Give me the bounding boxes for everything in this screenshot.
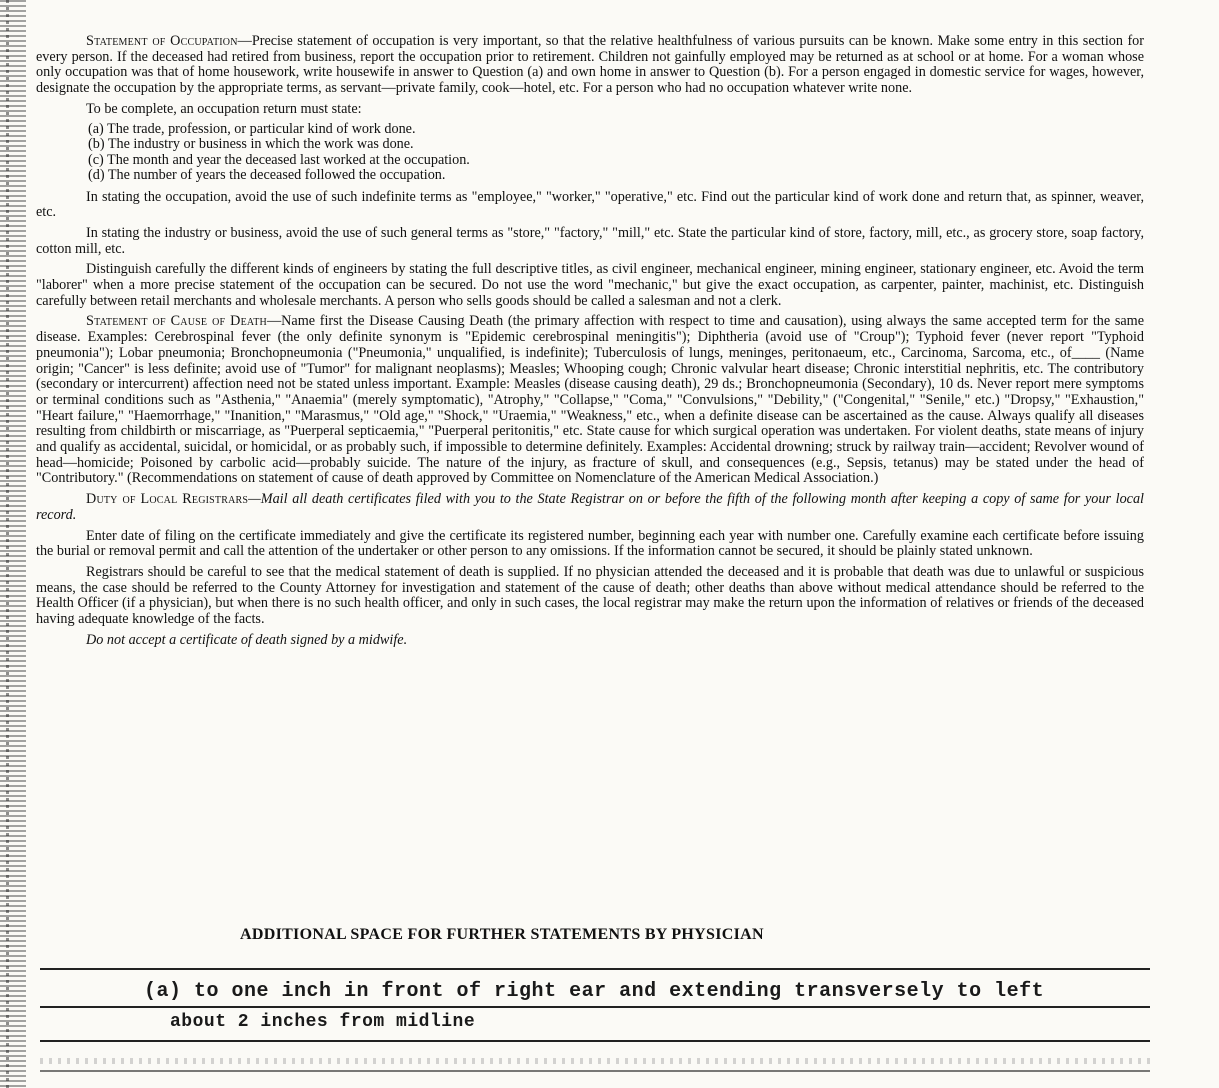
list-item: (a) The trade, profession, or particular kind of work done. xyxy=(88,120,416,137)
list-item: (d) The number of years the deceased followed the occupation. xyxy=(88,167,446,184)
form-line xyxy=(40,1006,1150,1008)
medical-statement-paragraph: Registrars should be careful to see that the medical statement of death is supplied. If no physician attended the deceased and it is probable that death was due to unlawful or suspicious means, the case should be referred to the County Attorney for investigation and statement of the cause of death; other deaths than above without medical attendance should be referred to the Health Officer (if a physician), but when there is no such health officer, and only in such cases, the local registrar may make the return upon the information of relatives or friends of the deceased having adequate knowledge of the facts. xyxy=(36,563,1144,628)
list-item: (c) The month and year the deceased last worked at the occupation. xyxy=(88,151,470,168)
list-item: (b) The industry or business in which the work was done. xyxy=(88,136,414,153)
occupation-indefinite-terms: In stating the occupation, avoid the use of such indefinite terms as "employee," "worker," "operative," etc. Find out the particular kind of work done and return that, as spinner, weaver, etc. xyxy=(36,188,1144,221)
left-margin-scan-artifact xyxy=(0,0,26,1088)
form-line xyxy=(40,968,1150,970)
registrars-heading: Duty of Local Registrars xyxy=(86,491,249,508)
filing-paragraph: Enter date of filing on the certificate immediately and give the certificate its registered number, beginning each year with number one. Carefully examine each certificate before issuing the burial or removal permit and call the attention of the undertaker or other person to any omissions. If the information cannot be secured, it should be plainly stated unknown. xyxy=(36,527,1144,560)
form-line xyxy=(40,1070,1150,1072)
cause-text: —Name first the Disease Causing Death (the primary affection with respect to time and causation), using always the same accepted term for the same disease. Examples: Cerebrospinal fever (the only definite synonym is "Epidemic cerebrospinal meningitis"); Diphtheria (avoid use of "Croup"); Typhoid fever (never report "Typhoid pneumonia"); Lobar pneumonia; Bronchopneumonia ("Pneumonia," unqualified, is indefinite); Tuberculosis of lungs, meninges, peritonaeum, etc., Carcinoma, Sarcoma, etc., of____ (Name origin; "Cancer" is less definite; avoid use of "Tumor" for malignant neoplasms); Measles; Whooping cough; Chronic valvular heart disease; Chronic interstitial nephritis, etc. The contributory (secondary or intercurrent) affection need not be stated unless important. Example: Measles (disease causing death), 29 ds.; Bronchopneumonia (Secondary), 10 ds. Never report mere symptoms or terminal conditions such as "Asthenia," "Anaemia" (merely symptomatic), "Atrophy," "Collapse," "Coma," "Convulsions," "Debility," ("Congenital," "Senile," etc.) "Dropsy," "Exhaustion," "Heart failure," "Haemorrhage," "Inanition," "Marasmus," "Old age," "Shock," "Uraemia," "Weakness," etc., when a definite disease can be ascertained as the cause. Always qualify all diseases resulting from childbirth or miscarriage, as "Puerperal septicaemia," "Puerperal peritonitis," etc. State cause for which surgical operation was undertaken. For violent deaths, state means of injury and qualify as accidental, suicidal, or homicidal, or as probably such, if impossible to determine definitely. Examples: Accidental drowning; struck by railway train—accident; Revolver wound of head—homicide; Poisoned by carbolic acid—probably suicide. The nature of the injury, as fracture of skull, and consequences (e.g., Sepsis, tetanus) may be stated under the head of "Contributory." (Recommendations on statement of cause of death approved by Committee on Nomenclature of the American Medical Association.) xyxy=(36,313,1144,487)
registrars-paragraph xyxy=(36,492,1144,523)
instructions-body xyxy=(36,34,1144,654)
physician-statement-line-1: (a) to one inch in front of right ear and extending transversely to left xyxy=(144,980,1045,1003)
cause-heading: Statement of Cause of Death xyxy=(86,313,267,330)
occupation-requirements-list xyxy=(88,122,1144,184)
midwife-note: Do not accept a certificate of death signed by a midwife. xyxy=(86,631,408,648)
physician-statement-line-2: about 2 inches from midline xyxy=(170,1012,476,1032)
scan-noise xyxy=(40,1058,1150,1064)
left-margin-scan-artifact-2 xyxy=(6,0,9,1088)
engineers-paragraph: Distinguish carefully the different kinds of engineers by stating the full descriptive titles, as civil engineer, mechanical engineer, mining engineer, stationary engineer, etc. Avoid the term "laborer" when a more precise statement of the occupation can be secured. Do not use the word "mechanic," but give the exact occupation, as carpenter, painter, machinist, etc. Distinguish carefully between retail merchants and wholesale merchants. A person who sells goods should be called a salesman and not a clerk. xyxy=(36,261,1144,309)
complete-intro: To be complete, an occupation return must state: xyxy=(86,100,362,117)
occupation-paragraph xyxy=(36,34,1144,97)
cause-paragraph xyxy=(36,314,1144,487)
industry-general-terms: In stating the industry or business, avoid the use of such general terms as "store," "factory," "mill," etc. State the particular kind of store, factory, mill, etc., as grocery store, soap factory, cotton mill, etc. xyxy=(36,224,1144,257)
occupation-heading: Statement of Occupation xyxy=(86,33,238,49)
occupation-text: —Precise statement of occupation is very important, so that the relative healthfulness of various pursuits can be known. Make some entry in this section for every person. If the deceased had retired from business, report the occupation prior to retirement. Children not gainfully employed may be returned as at school or at home. For a woman whose only occupation was that of home housework, write housewife in answer to Question (a) and own home in answer to Question (b). For a person engaged in domestic service for wages, however, designate the occupation by the appropriate terms, as servant—private family, cook—hotel, etc. For a person who had no occupation whatever write none. xyxy=(36,33,1145,97)
form-line xyxy=(40,1040,1150,1042)
additional-space-heading: ADDITIONAL SPACE FOR FURTHER STATEMENTS BY PHYSICIAN xyxy=(240,926,764,943)
registrars-text: —Mail all death certificates filed with you to the State Registrar on or before the fifth of the following month after keeping a copy of same for your local record. xyxy=(36,491,1144,523)
